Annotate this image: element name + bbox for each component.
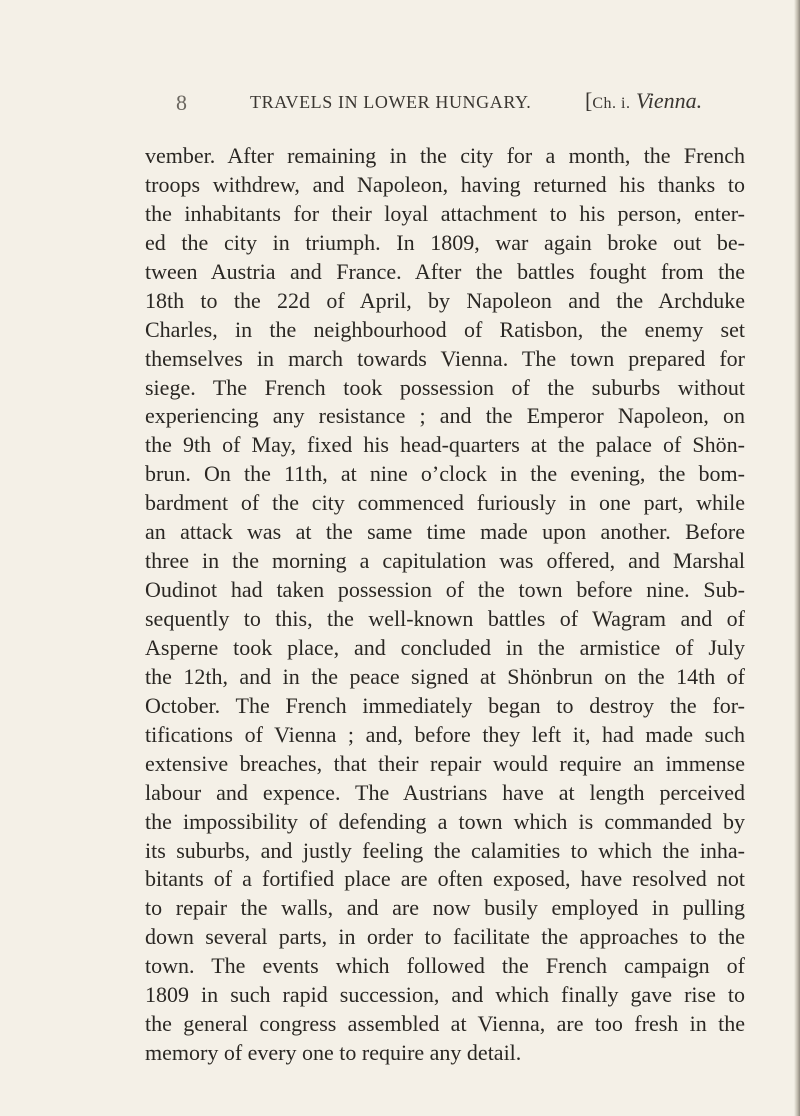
chapter-place: Vienna.: [635, 88, 703, 113]
text-line: experiencing any resistance ; and the Emperor Napoleon, on: [145, 403, 745, 429]
text-line: Asperne took place, and concluded in the armistice of July: [145, 634, 745, 660]
running-head: [0, 86, 800, 116]
text-line: 18th to the 22d of April, by Napoleon and the Archduke: [145, 287, 745, 313]
text-line: ed the city in triumph. In 1809, war again broke out be-: [145, 229, 745, 255]
text-line: 1809 in such rapid succession, and which finally gave rise to: [145, 982, 745, 1008]
running-title: TRAVELS IN LOWER HUNGARY.: [250, 92, 532, 112]
page-binding-edge: [794, 0, 800, 1116]
text-line: down several parts, in order to facilitate the approaches to the: [145, 924, 745, 950]
text-line: vember. After remaining in the city for a month, the French: [145, 143, 745, 168]
text-line: extensive breaches, that their repair would require an immense: [145, 750, 745, 776]
text-line: brun. On the 11th, at nine o’clock in the evening, the bom-: [145, 461, 745, 487]
text-line: Oudinot had taken possession of the town before nine. Sub-: [145, 577, 745, 603]
text-line: themselves in march towards Vienna. The town prepared for: [145, 345, 745, 371]
text-line: to repair the walls, and are now busily employed in pulling: [145, 895, 745, 921]
page-number: 8: [176, 90, 187, 115]
text-line: bardment of the city commenced furiously in one part, while: [145, 490, 745, 516]
text-line: the impossibility of defending a town which is commanded by: [145, 808, 745, 834]
text-line: labour and expence. The Austrians have at length perceived: [145, 779, 745, 805]
chapter-abbreviation: Ch. i.: [592, 95, 631, 112]
text-line: siege. The French took possession of the suburbs without: [145, 374, 745, 400]
text-line: sequently to this, the well-known battles of Wagram and of: [145, 606, 745, 631]
text-line: the 9th of May, fixed his head-quarters at the palace of Shön-: [145, 432, 745, 458]
text-line: an attack was at the same time made upon another. Before: [145, 519, 745, 545]
text-line: troops withdrew, and Napoleon, having returned his thanks to: [145, 171, 745, 197]
text-line: its suburbs, and justly feeling the calamities to which the inha-: [145, 837, 745, 863]
text-line: Charles, in the neighbourhood of Ratisbon, the enemy set: [145, 316, 745, 342]
text-line: memory of every one to require any detail.: [145, 1040, 522, 1066]
chapter-reference: [585, 88, 702, 114]
text-line: tween Austria and France. After the battles fought from the: [145, 258, 745, 284]
text-line: the inhabitants for their loyal attachment to his person, enter-: [145, 200, 745, 226]
text-line: October. The French immediately began to destroy the for-: [145, 692, 745, 718]
text-line: the 12th, and in the peace signed at Shönbrun on the 14th of: [145, 663, 745, 689]
text-line: town. The events which followed the French campaign of: [145, 953, 745, 979]
text-line: three in the morning a capitulation was offered, and Marshal: [145, 548, 745, 574]
text-line: bitants of a fortified place are often exposed, have resolved not: [145, 866, 745, 892]
text-line: tifications of Vienna ; and, before they left it, had made such: [145, 721, 745, 747]
chapter-bracket: [: [585, 88, 593, 113]
text-line: the general congress assembled at Vienna, are too fresh in the: [145, 1011, 745, 1037]
body-text: [145, 142, 745, 1068]
